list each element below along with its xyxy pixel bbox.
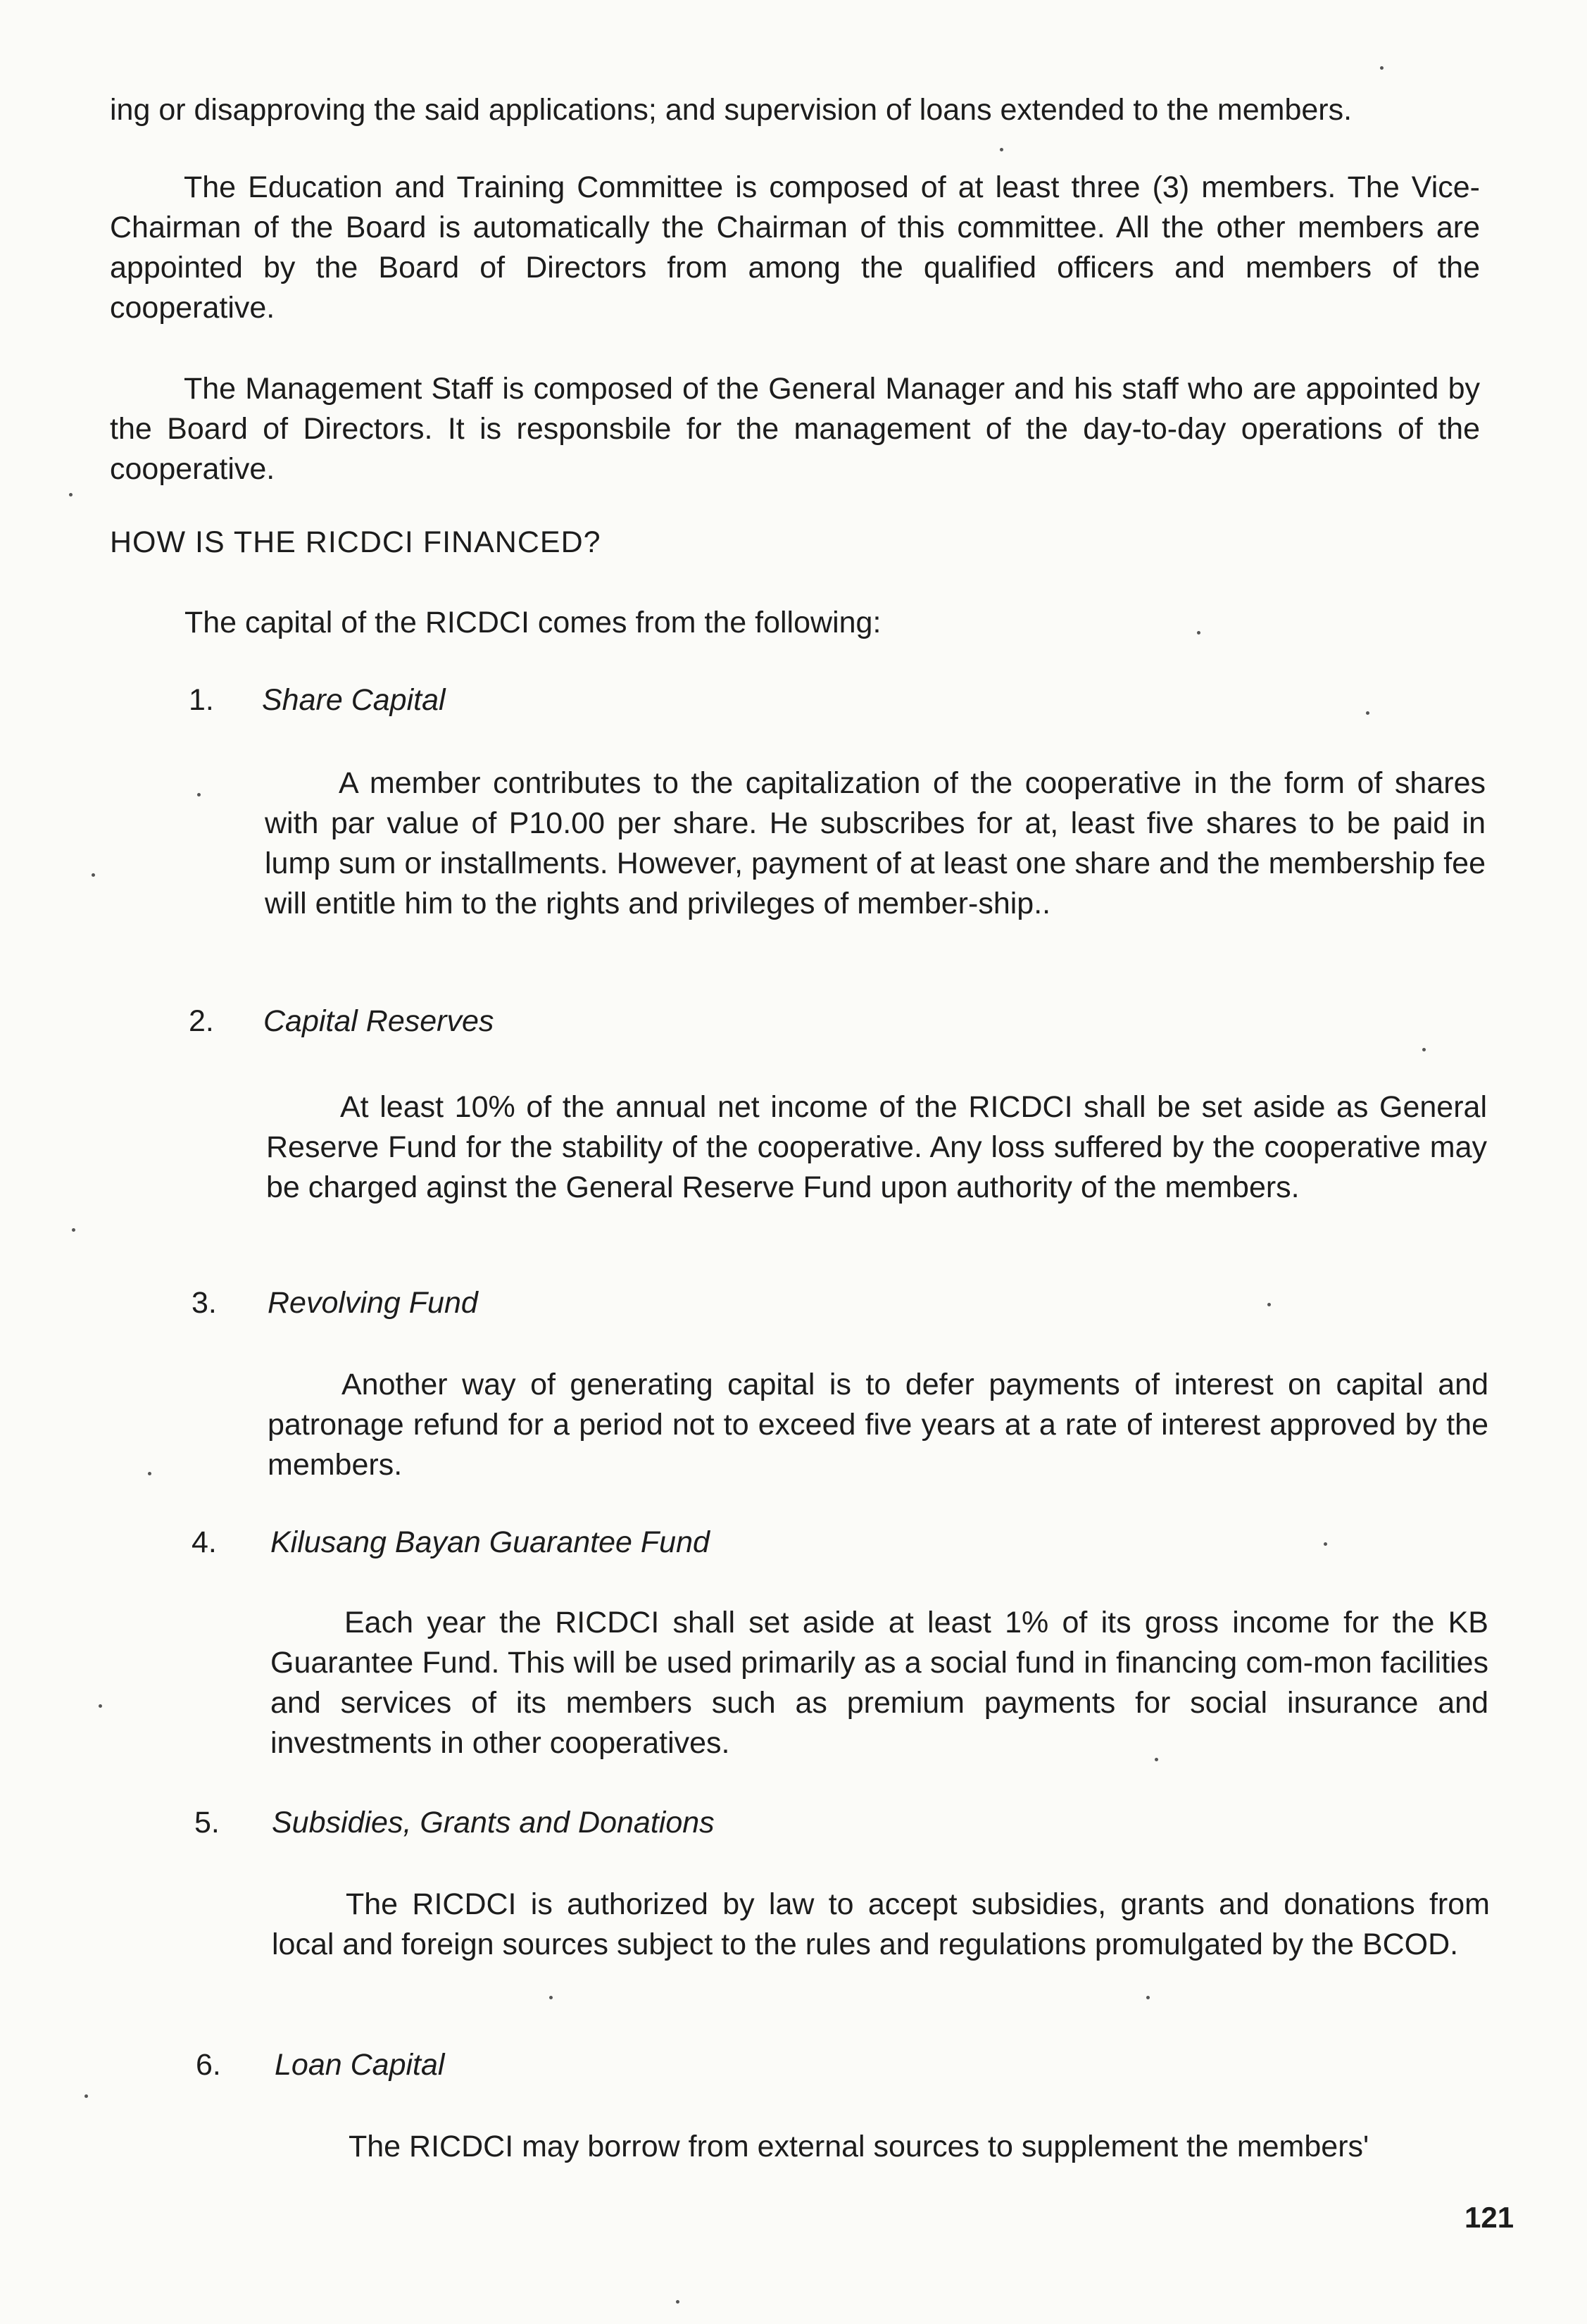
scan-speck xyxy=(1380,66,1384,70)
item-body: At least 10% of the annual net income of the RICDCI shall be set aside as General Reserve Fund for the stability of the cooperative. Any loss suffered by the cooperative may be charged aginst the General Reserve Fund upon authority of the members. xyxy=(266,1090,1487,1204)
scan-speck xyxy=(1197,631,1200,635)
page-number: 121 xyxy=(1464,2201,1514,2234)
item-body: The RICDCI may borrow from external sources to supplement the members' xyxy=(349,2130,1369,2163)
management-staff-paragraph: The Management Staff is composed of the General Manager and his staff who are appointed by the Board of Directors. It is responsbile for the management of the day-to-day operations of the cooperative. xyxy=(110,372,1480,486)
continuation-text: ing or disapproving the said applications; and supervision of loans extended to the members. xyxy=(110,93,1353,127)
scan-speck xyxy=(197,793,201,796)
item-number: 4. xyxy=(192,1525,217,1559)
scan-speck xyxy=(69,493,73,496)
item-number: 1. xyxy=(189,683,214,717)
scan-speck xyxy=(1422,1048,1426,1051)
scan-speck xyxy=(1366,711,1369,715)
scan-speck xyxy=(1155,1758,1158,1761)
item-number: 5. xyxy=(194,1806,220,1839)
item-body: Another way of generating capital is to defer payments of interest on capital and patronage refund for a period not to exceed five years at a rate of interest approved by the members. xyxy=(268,1368,1488,1482)
item-number: 3. xyxy=(192,1286,217,1320)
item-body: A member contributes to the capitalization of the cooperative in the form of shares with par value of P10.00 per share. He subscribes for at, least five shares to be paid in lump sum or installments. However, payment of at least one share and the membership fee will entitle him to the rights and privileges of member-ship.. xyxy=(265,766,1486,920)
item-title: Share Capital xyxy=(262,683,446,717)
scan-speck xyxy=(1267,1303,1271,1306)
scan-speck xyxy=(1324,1542,1327,1546)
scan-speck xyxy=(99,1704,102,1708)
item-number: 2. xyxy=(189,1004,214,1038)
scan-speck xyxy=(549,1996,553,1999)
intro-text: The capital of the RICDCI comes from the following: xyxy=(184,606,882,639)
scan-speck xyxy=(72,1228,75,1232)
item-title: Loan Capital xyxy=(275,2048,445,2082)
scan-speck xyxy=(1146,1996,1150,1999)
item-title: Kilusang Bayan Guarantee Fund xyxy=(270,1525,710,1559)
scan-speck xyxy=(84,2094,88,2098)
item-title: Revolving Fund xyxy=(268,1286,478,1320)
item-body: Each year the RICDCI shall set aside at least 1% of its gross income for the KB Guarantee Fund. This will be used primarily as a social fund in financing com-mon facilities and services of its members such as premium payments for social insurance and investments in other cooperatives. xyxy=(270,1606,1488,1760)
scan-speck xyxy=(148,1472,151,1475)
item-number: 6. xyxy=(196,2048,221,2082)
education-committee-paragraph: The Education and Training Committee is composed of at least three (3) members. The Vice-Chairman of the Board is automatically the Chairman of this committee. All the other members are appointed by the Board of Directors from among the qualified officers and members of the cooperative. xyxy=(110,170,1480,325)
scan-speck xyxy=(92,873,95,877)
item-title: Subsidies, Grants and Donations xyxy=(272,1806,715,1839)
item-body: The RICDCI is authorized by law to accept subsidies, grants and donations from local and foreign sources subject to the rules and regulations promulgated by the BCOD. xyxy=(272,1887,1490,1961)
item-title: Capital Reserves xyxy=(263,1004,494,1038)
scan-speck xyxy=(1000,148,1003,151)
section-heading: HOW IS THE RICDCI FINANCED? xyxy=(110,525,601,559)
scan-speck xyxy=(676,2300,679,2304)
